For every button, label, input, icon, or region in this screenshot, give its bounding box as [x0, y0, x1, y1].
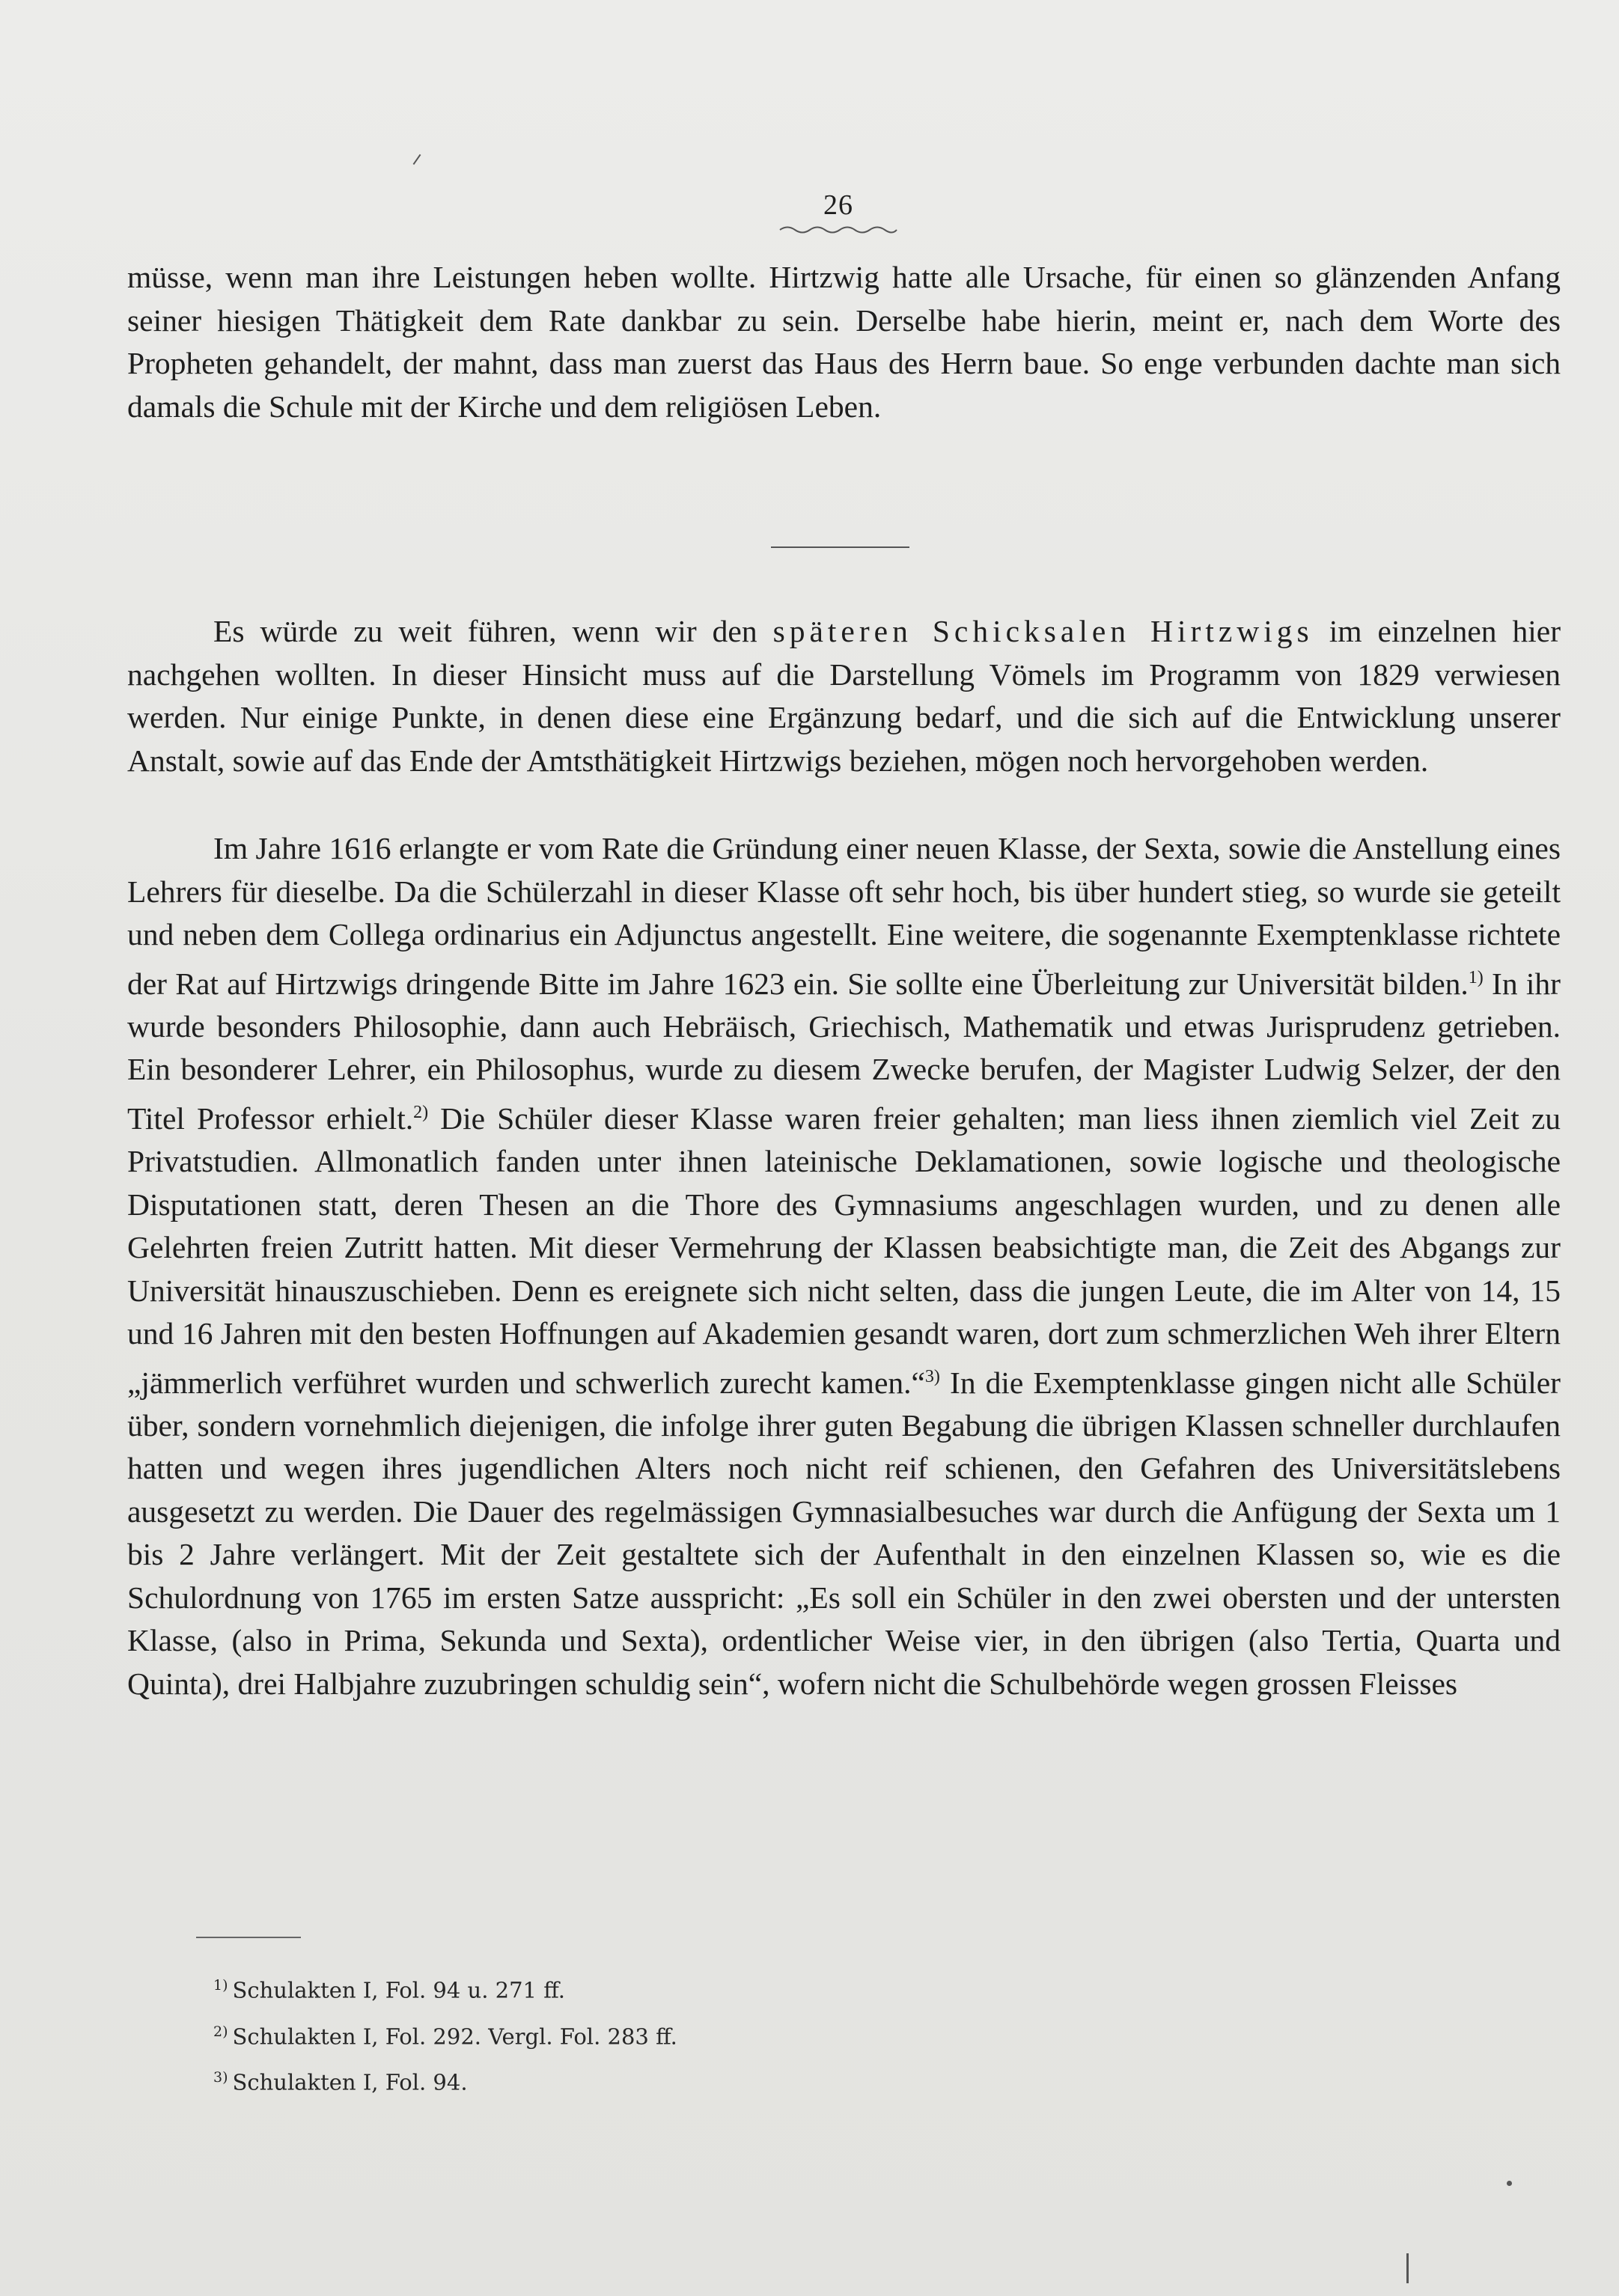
scan-speck — [1406, 2253, 1409, 2283]
scan-speck — [413, 154, 421, 165]
footnote-ref-1: 1) — [1468, 967, 1484, 987]
footnote-3 — [213, 2057, 677, 2104]
page-number: 26 — [823, 189, 853, 221]
page-number-ornament — [778, 225, 898, 235]
footnote-1 — [213, 1965, 677, 2012]
footnote-1-mark: 1) — [213, 1977, 228, 1994]
footnote-3-mark: 3) — [213, 2069, 228, 2086]
paragraph-1: müsse, wenn man ihre Leistungen heben wollte. Hirtzwig hatte alle Ursache, für einen so glänzenden Anfang seiner hiesigen Thätigkeit dem Rate dankbar zu sein. Derselbe habe hierin, meint er, nach dem Worte des Propheten gehandelt, der mahnt, dass man zuerst das Haus des Herrn baue. So enge verbunden dachte man sich damals die Schule mit der Kirche und dem religiösen Leben. — [127, 260, 1561, 424]
paragraph-3-text-d: In die Exemptenklasse gingen nicht alle Schüler über, sondern vornehmlich diejenigen, die infolge ihrer guten Begabung die übrigen Klassen schneller durchlaufen hatten und wegen ihres jugendlichen Alters noch nicht reif schienen, den Gefahren des Universitätslebens ausgesetzt zu werden. Die Dauer des regelmässigen Gymnasialbesuches war durch die Anfügung der Sexta um 1 bis 2 Jahre verlängert. Mit der Zeit gestaltete sich der Aufenthalt in den einzelnen Klassen so, wie es die Schulordnung von 1765 im ersten Satze ausspricht: „Es soll ein Schüler in den zwei obersten und der untersten Klasse, (also in Prima, Sekunda und Sexta), ordentlicher Weise vier, in den übrigen (also Tertia, Quarta und Quinta), drei Halbjahre zuzubringen schuldig sein“, wofern nicht die Schulbehörde wegen grossen Fleisses — [127, 1365, 1561, 1701]
paragraph-3 — [127, 827, 1561, 1705]
footnote-2-text: Schulakten I, Fol. 292. Vergl. Fol. 283 ff. — [232, 2024, 677, 2050]
footnote-3-text: Schulakten I, Fol. 94. — [232, 2069, 468, 2095]
scan-speck — [1507, 2181, 1512, 2186]
footnote-2-mark: 2) — [213, 2023, 228, 2040]
footnote-1-text: Schulakten I, Fol. 94 u. 271 ff. — [232, 1977, 566, 2003]
paragraph-3-text-c: Die Schüler dieser Klasse waren freier gehalten; man liess ihnen ziemlich viel Zeit zu Privatstudien. Allmonatlich fanden unter ihnen lateinische Deklamationen, sowie logische und theologische Disputationen statt, deren Thesen an die Thore des Gymnasiums angeschlagen wurden, und zu denen alle Gelehrten freien Zutritt hatten. Mit dieser Vermehrung der Klassen beabsichtigte man, die Zeit des Abgangs zur Universität hinauszuschieben. Denn es ereignete sich nicht selten, dass die jungen Leute, die im Alter von 14, 15 und 16 Jahren mit den besten Hoffnungen auf Akademien gesandt waren, dort zum schmerzlichen Weh ihrer Eltern „jämmerlich verführet wurden und schwerlich zurecht kamen.“ — [127, 1100, 1561, 1400]
paragraph-3-text-b: In ihr wurde besonders Philosophie, dann auch Hebräisch, Griechisch, Mathematik und etwas Jurisprudenz getrieben. Ein besonderer Lehrer, ein Philosophus, wurde zu diesem Zwecke berufen, der Magister Ludwig Selzer, der den Titel Professor erhielt. — [127, 966, 1561, 1136]
footnote-2 — [213, 2012, 677, 2058]
paragraph-2-text-b: im einzelnen hier nachgehen wollten. In dieser Hinsicht muss auf die Darstellung Vömels im Programm von 1829 verwiesen werden. Nur einige Punkte, in denen diese eine Ergänzung bedarf, und die sich auf die Entwicklung unserer Anstalt, sowie auf das Ende der Amtsthätigkeit Hirtzwigs beziehen, mögen noch hervorgehoben werden. — [127, 614, 1561, 778]
paragraph-2-text-a: Es würde zu weit führen, wenn wir den — [213, 614, 757, 648]
footnotes — [213, 1965, 677, 2104]
spaced-emphasis: späteren Schicksalen Hirtzwigs — [772, 614, 1314, 648]
section-separator — [771, 546, 909, 548]
paragraph-2 — [127, 610, 1561, 782]
footnote-rule — [196, 1937, 301, 1938]
footnote-ref-2: 2) — [413, 1102, 429, 1122]
paragraph-3-text-a: Im Jahre 1616 erlangte er vom Rate die Gründung einer neuen Klasse, der Sexta, sowie die Anstellung eines Lehrers für dieselbe. Da die Schülerzahl in dieser Klasse oft sehr hoch, bis über hundert stieg, so wurde sie geteilt und neben dem Collega ordinarius ein Adjunctus angestellt. Eine weitere, die sogenannte Exemptenklasse richtete der Rat auf Hirtzwigs dringende Bitte im Jahre 1623 ein. Sie sollte eine Überleitung zur Universität bilden. — [127, 831, 1561, 1001]
footnote-ref-3: 3) — [924, 1366, 940, 1386]
